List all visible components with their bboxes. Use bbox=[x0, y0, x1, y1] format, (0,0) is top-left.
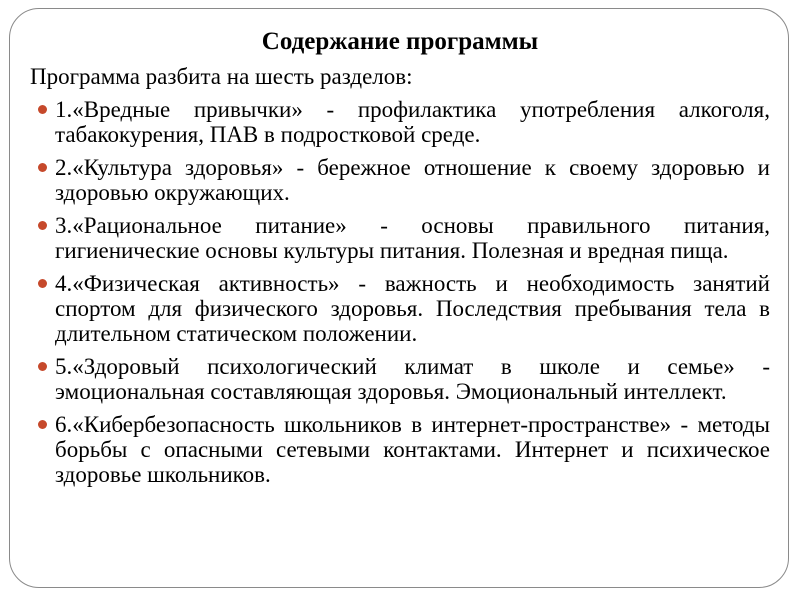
bullet-icon bbox=[38, 412, 55, 487]
section-list bbox=[30, 97, 770, 487]
slide-title: Содержание программы bbox=[261, 28, 539, 55]
bullet-icon bbox=[38, 155, 55, 205]
list-item bbox=[30, 213, 770, 263]
list-item bbox=[30, 97, 770, 147]
list-item-text: 3.«Рациональное питание» - основы правильного питания, гигиенические основы культуры питания. Полезная и вредная пища. bbox=[55, 213, 770, 263]
list-item-text: 2.«Культура здоровья» - бережное отношение к своему здоровью и здоровью окружающих. bbox=[55, 155, 770, 205]
list-item-text: 1.«Вредные привычки» - профилактика употребления алкоголя, табакокурения, ПАВ в подростковой среде. bbox=[55, 97, 770, 147]
list-item-text: 6.«Кибербезопасность школьников в интернет-пространстве» - методы борьбы с опасными сетевыми контактами. Интернет и психическое здоровье школьников. bbox=[55, 412, 770, 487]
bullet-icon bbox=[38, 97, 55, 147]
list-item bbox=[30, 354, 770, 404]
slide-content bbox=[30, 28, 770, 495]
bullet-icon bbox=[38, 213, 55, 263]
intro-line: Программа разбита на шесть разделов: bbox=[30, 64, 413, 89]
list-item bbox=[30, 271, 770, 346]
list-item bbox=[30, 412, 770, 487]
list-item-text: 5.«Здоровый психологический климат в школе и семье» - эмоциональная составляющая здоровья. Эмоциональный интеллект. bbox=[55, 354, 770, 404]
bullet-icon bbox=[38, 354, 55, 404]
list-item bbox=[30, 155, 770, 205]
bullet-icon bbox=[38, 271, 55, 346]
list-item-text: 4.«Физическая активность» - важность и необходимость занятий спортом для физического здоровья. Последствия пребывания тела в длительном статическом положении. bbox=[55, 271, 770, 346]
